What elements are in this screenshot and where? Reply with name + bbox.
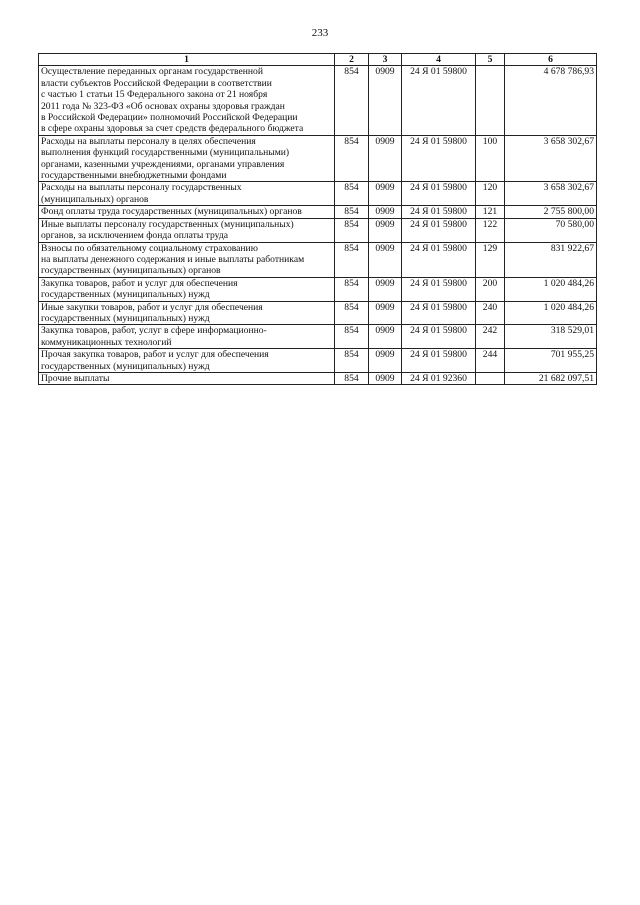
- table-row: [39, 242, 597, 277]
- amount-cell: 3 658 302,67: [505, 182, 597, 206]
- expense-type-cell: [476, 372, 505, 384]
- expense-name-cell: Осуществление переданных органам государственной власти субъектов Российской Федерации в соответствии с частью 1 статьи 15 Федерального закона от 21 ноября 2011 года № 323-ФЗ «Об основах охраны здоровья граждан в Российской Федерации» полномочий Российской Федерации в сфере охраны здоровья за счет средств федерального бюджета: [39, 66, 335, 135]
- amount-cell: 21 682 097,51: [505, 372, 597, 384]
- expense-name-cell: Иные выплаты персоналу государственных (муниципальных) органов, за исключением фонда оплаты труда: [39, 218, 335, 242]
- table-row: [39, 301, 597, 325]
- expense-type-cell: 100: [476, 135, 505, 182]
- ministry-code-cell: 854: [335, 277, 369, 301]
- section-code-cell: 0909: [369, 135, 402, 182]
- column-header: 1: [39, 54, 335, 66]
- expense-name-cell: Фонд оплаты труда государственных (муниципальных) органов: [39, 206, 335, 218]
- expense-type-cell: 121: [476, 206, 505, 218]
- amount-cell: 4 678 786,93: [505, 66, 597, 135]
- section-code-cell: 0909: [369, 325, 402, 349]
- target-article-cell: 24 Я 01 59800: [402, 182, 476, 206]
- expense-name-cell: Иные закупки товаров, работ и услуг для обеспечения государственных (муниципальных) нужд: [39, 301, 335, 325]
- ministry-code-cell: 854: [335, 135, 369, 182]
- target-article-cell: 24 Я 01 59800: [402, 218, 476, 242]
- expense-name-cell: Прочие выплаты: [39, 372, 335, 384]
- section-code-cell: 0909: [369, 66, 402, 135]
- ministry-code-cell: 854: [335, 206, 369, 218]
- table-row: [39, 66, 597, 135]
- expense-type-cell: 244: [476, 349, 505, 373]
- table-row: [39, 277, 597, 301]
- expense-name-cell: Расходы на выплаты персоналу государственных (муниципальных) органов: [39, 182, 335, 206]
- expense-type-cell: 200: [476, 277, 505, 301]
- amount-cell: 1 020 484,26: [505, 277, 597, 301]
- column-header: 5: [476, 54, 505, 66]
- column-header: 4: [402, 54, 476, 66]
- column-header: 2: [335, 54, 369, 66]
- target-article-cell: 24 Я 01 59800: [402, 242, 476, 277]
- column-header: 3: [369, 54, 402, 66]
- page-number: 233: [311, 27, 329, 39]
- amount-cell: 3 658 302,67: [505, 135, 597, 182]
- amount-cell: 701 955,25: [505, 349, 597, 373]
- section-code-cell: 0909: [369, 182, 402, 206]
- expense-type-cell: 120: [476, 182, 505, 206]
- column-header: 6: [505, 54, 597, 66]
- amount-cell: 831 922,67: [505, 242, 597, 277]
- budget-table: [38, 53, 597, 385]
- expense-name-cell: Закупка товаров, работ, услуг в сфере информационно- коммуникационных технологий: [39, 325, 335, 349]
- expense-type-cell: [476, 66, 505, 135]
- expense-type-cell: 129: [476, 242, 505, 277]
- expense-name-cell: Закупка товаров, работ и услуг для обеспечения государственных (муниципальных) нужд: [39, 277, 335, 301]
- target-article-cell: 24 Я 01 59800: [402, 206, 476, 218]
- ministry-code-cell: 854: [335, 242, 369, 277]
- target-article-cell: 24 Я 01 59800: [402, 277, 476, 301]
- ministry-code-cell: 854: [335, 218, 369, 242]
- table-row: [39, 206, 597, 218]
- amount-cell: 318 529,01: [505, 325, 597, 349]
- ministry-code-cell: 854: [335, 372, 369, 384]
- section-code-cell: 0909: [369, 277, 402, 301]
- expense-type-cell: 122: [476, 218, 505, 242]
- amount-cell: 70 580,00: [505, 218, 597, 242]
- table-row: [39, 218, 597, 242]
- section-code-cell: 0909: [369, 349, 402, 373]
- section-code-cell: 0909: [369, 301, 402, 325]
- table-row: [39, 135, 597, 182]
- table-row: [39, 325, 597, 349]
- target-article-cell: 24 Я 01 59800: [402, 301, 476, 325]
- ministry-code-cell: 854: [335, 325, 369, 349]
- expense-name-cell: Расходы на выплаты персоналу в целях обеспечения выполнения функций государственными (муниципальными) органами, казенными учреждениями, органами управления государственными внебюджетными фондами: [39, 135, 335, 182]
- target-article-cell: 24 Я 01 59800: [402, 66, 476, 135]
- target-article-cell: 24 Я 01 59800: [402, 135, 476, 182]
- ministry-code-cell: 854: [335, 182, 369, 206]
- ministry-code-cell: 854: [335, 301, 369, 325]
- target-article-cell: 24 Я 01 59800: [402, 325, 476, 349]
- section-code-cell: 0909: [369, 242, 402, 277]
- expense-name-cell: Прочая закупка товаров, работ и услуг для обеспечения государственных (муниципальных) нужд: [39, 349, 335, 373]
- amount-cell: 1 020 484,26: [505, 301, 597, 325]
- amount-cell: 2 755 800,00: [505, 206, 597, 218]
- target-article-cell: 24 Я 01 59800: [402, 349, 476, 373]
- table-row: [39, 182, 597, 206]
- table-header-row: [39, 54, 597, 66]
- ministry-code-cell: 854: [335, 349, 369, 373]
- section-code-cell: 0909: [369, 206, 402, 218]
- table-row: [39, 372, 597, 384]
- expense-name-cell: Взносы по обязательному социальному страхованию на выплаты денежного содержания и иные выплаты работникам государственных (муниципальных) органов: [39, 242, 335, 277]
- expense-type-cell: 242: [476, 325, 505, 349]
- section-code-cell: 0909: [369, 218, 402, 242]
- table-row: [39, 349, 597, 373]
- target-article-cell: 24 Я 01 92360: [402, 372, 476, 384]
- section-code-cell: 0909: [369, 372, 402, 384]
- expense-type-cell: 240: [476, 301, 505, 325]
- ministry-code-cell: 854: [335, 66, 369, 135]
- table-body: [39, 66, 597, 385]
